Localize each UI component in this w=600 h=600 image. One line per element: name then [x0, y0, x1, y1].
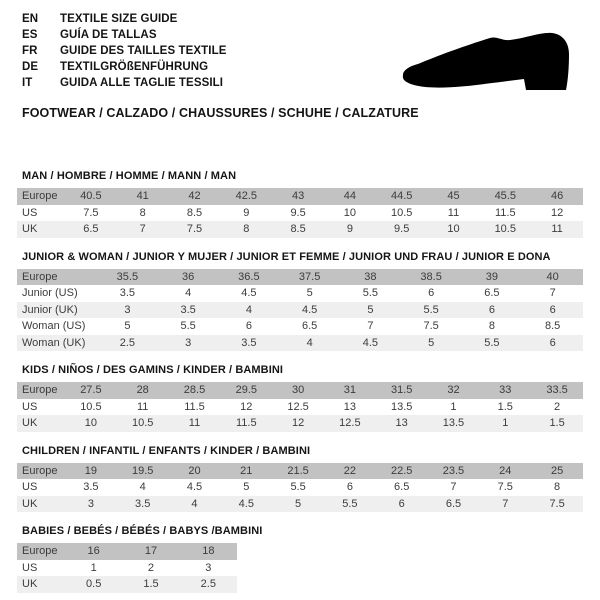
size-cell: 5	[243, 481, 250, 494]
size-cell: 7.5	[83, 206, 99, 219]
size-cell: 19	[84, 464, 98, 477]
size-cell: 1.5	[143, 578, 159, 591]
row-label: Europe	[22, 190, 58, 203]
size-cell: 6	[398, 497, 405, 510]
size-cell: 4	[306, 336, 313, 349]
size-cell: 9	[243, 206, 250, 219]
size-cell: 29.5	[235, 384, 257, 397]
size-cell: 7	[450, 481, 457, 494]
size-cell: 3.5	[119, 287, 136, 300]
size-cell: 41	[136, 190, 149, 203]
size-cell: 1	[450, 400, 457, 413]
table-row	[17, 543, 237, 560]
language-label: TEXTILGRÖßENFÜHRUNG	[60, 61, 209, 73]
size-cell: 37.5	[298, 270, 321, 283]
size-cell: 8.5	[544, 320, 561, 333]
size-cell: 4	[185, 287, 192, 300]
size-cell: 5	[295, 497, 302, 510]
size-cell: 5.5	[484, 336, 500, 349]
size-cell: 1.5	[497, 400, 513, 413]
size-cell: 2.5	[200, 578, 216, 591]
size-cell: 45.5	[494, 190, 516, 203]
size-section-junior	[17, 251, 583, 352]
row-label: US	[22, 400, 38, 413]
language-label: GUÍA DE TALLAS	[60, 29, 157, 41]
size-cell: 44	[343, 190, 356, 203]
size-cell: 4.5	[241, 287, 257, 300]
size-cell: 11.5	[184, 400, 205, 413]
table-row	[17, 205, 583, 222]
size-cell: 4.5	[186, 481, 203, 494]
row-label: US	[22, 206, 38, 219]
row-label: US	[22, 561, 38, 574]
table-title-junior: JUNIOR & WOMAN / JUNIOR Y MUJER / JUNIOR ET FEMME / JUNIOR UND FRAU / JUNIOR E DONA	[22, 250, 551, 263]
row-label: Europe	[22, 270, 58, 283]
size-cell: 7	[502, 497, 509, 510]
size-cell: 19.5	[131, 464, 154, 477]
size-cell: 13	[395, 417, 408, 430]
table-row	[17, 576, 237, 593]
category-heading: FOOTWEAR / CALZADO / CHAUSSURES / SCHUHE / CALZATURE	[22, 106, 419, 120]
size-cell: 7.5	[549, 497, 565, 510]
table-row	[17, 415, 583, 432]
size-cell: 5.5	[342, 497, 358, 510]
size-cell: 10.5	[494, 223, 516, 236]
size-cell: 4.5	[362, 336, 379, 349]
row-label: Junior (UK)	[22, 303, 78, 316]
size-cell: 5	[428, 336, 435, 349]
table-title-children: CHILDREN / INFANTIL / ENFANTS / KINDER / BAMBINI	[22, 444, 311, 457]
row-label: Woman (UK)	[22, 336, 86, 349]
table-row	[17, 560, 237, 577]
row-label: Europe	[22, 545, 58, 558]
size-cell: 43	[291, 190, 305, 203]
size-cell: 6	[346, 481, 353, 494]
size-cell: 22.5	[390, 464, 413, 477]
size-cell: 5	[367, 303, 374, 316]
row-label: Junior (US)	[22, 287, 78, 300]
size-cell: 3.5	[241, 336, 257, 349]
size-cell: 3	[124, 303, 131, 316]
row-label: UK	[22, 417, 38, 430]
size-cell: 27.5	[80, 384, 102, 397]
size-cell: 5.5	[290, 481, 306, 494]
table-row	[17, 399, 583, 416]
size-cell: 7	[549, 287, 556, 300]
size-cell: 8	[554, 481, 561, 494]
table-title-kids: KIDS / NIÑOS / DES GAMINS / KINDER / BAMBINI	[22, 364, 284, 376]
size-cell: 40	[546, 270, 559, 283]
size-table-babies	[17, 543, 237, 593]
size-cell: 11	[447, 206, 460, 219]
size-cell: 8	[139, 206, 146, 219]
size-cell: 32	[447, 384, 460, 397]
size-cell: 16	[87, 545, 100, 558]
size-cell: 31	[343, 384, 356, 397]
table-row	[17, 479, 583, 496]
table-row	[17, 382, 583, 399]
size-cell: 7	[367, 320, 374, 333]
size-cell: 12	[291, 417, 305, 430]
size-cell: 21.5	[287, 464, 309, 477]
size-cell: 9	[346, 223, 353, 236]
size-cell: 3	[205, 561, 212, 574]
row-label: Europe	[22, 384, 58, 397]
language-code: IT	[22, 77, 33, 89]
size-cell: 5.5	[362, 287, 379, 300]
size-cell: 25	[550, 464, 564, 477]
size-cell: 10.5	[80, 400, 102, 413]
size-cell: 9.5	[290, 206, 306, 219]
size-table-children	[17, 463, 583, 513]
language-code: FR	[22, 45, 38, 57]
table-row	[17, 463, 583, 480]
size-section-man	[17, 170, 583, 238]
size-cell: 40.5	[80, 190, 102, 203]
size-cell: 12	[240, 400, 253, 413]
size-cell: 10	[343, 206, 356, 219]
size-cell: 21	[240, 464, 253, 477]
size-cell: 38	[364, 270, 377, 283]
size-cell: 28.5	[183, 384, 206, 397]
size-cell: 33	[499, 384, 512, 397]
row-label: UK	[22, 223, 38, 236]
table-row	[17, 496, 583, 513]
size-cell: 7.5	[497, 481, 513, 494]
size-cell: 46	[550, 190, 564, 203]
size-cell: 5.5	[423, 303, 439, 316]
size-cell: 13.5	[442, 417, 465, 430]
size-cell: 4	[191, 497, 198, 510]
size-cell: 39	[485, 270, 498, 283]
size-cell: 6.5	[445, 497, 462, 510]
language-code: DE	[22, 61, 39, 73]
size-cell: 6	[549, 336, 556, 349]
size-table-kids	[17, 382, 583, 432]
size-cell: 10.5	[131, 417, 154, 430]
size-cell: 11.5	[235, 417, 257, 430]
size-cell: 38.5	[420, 270, 442, 283]
size-cell: 0.5	[86, 578, 102, 591]
size-section-children	[17, 445, 583, 513]
row-label: UK	[22, 497, 38, 510]
size-table-man	[17, 188, 583, 238]
size-cell: 3.5	[180, 303, 196, 316]
size-cell: 5	[124, 320, 131, 333]
size-cell: 22	[343, 464, 356, 477]
table-row	[17, 221, 583, 238]
language-label: TEXTILE SIZE GUIDE	[60, 13, 178, 25]
size-cell: 42	[188, 190, 201, 203]
size-cell: 42.5	[235, 190, 257, 203]
table-row	[17, 269, 583, 286]
size-cell: 3	[185, 336, 192, 349]
size-cell: 8	[243, 223, 250, 236]
size-cell: 8	[488, 320, 495, 333]
language-label: GUIDA ALLE TAGLIE TESSILI	[60, 77, 224, 89]
size-cell: 6	[428, 287, 435, 300]
size-cell: 6.5	[484, 287, 500, 300]
size-cell: 7.5	[423, 320, 439, 333]
table-row	[17, 188, 583, 205]
size-cell: 35.5	[116, 270, 139, 283]
size-cell: 3	[87, 497, 94, 510]
language-code: ES	[22, 29, 38, 41]
size-cell: 2.5	[119, 336, 136, 349]
size-cell: 7	[139, 223, 146, 236]
size-cell: 11	[188, 417, 201, 430]
size-cell: 2	[147, 561, 155, 574]
table-title-man: MAN / HOMBRE / HOMME / MANN / MAN	[22, 170, 237, 182]
size-cell: 8.5	[186, 206, 203, 219]
size-cell: 6.5	[83, 223, 99, 236]
row-label: Woman (US)	[22, 320, 86, 333]
size-cell: 13.5	[390, 400, 413, 413]
size-cell: 5	[306, 287, 313, 300]
size-cell: 12.5	[287, 400, 309, 413]
size-cell: 6.5	[394, 481, 410, 494]
size-cell: 8.5	[290, 223, 306, 236]
size-cell: 30	[291, 384, 305, 397]
size-cell: 4	[139, 481, 146, 494]
size-cell: 10	[447, 223, 460, 236]
size-cell: 2	[554, 400, 561, 413]
size-table-junior	[17, 269, 583, 352]
size-cell: 7.5	[186, 223, 203, 236]
table-row	[17, 285, 583, 302]
size-cell: 11.5	[494, 206, 516, 219]
size-cell: 6.5	[301, 320, 318, 333]
size-cell: 12.5	[339, 417, 361, 430]
size-cell: 10	[84, 417, 98, 430]
size-cell: 45	[447, 190, 460, 203]
size-cell: 6	[488, 303, 495, 316]
size-cell: 11	[551, 223, 563, 236]
size-section-kids	[17, 364, 583, 432]
size-cell: 44.5	[390, 190, 413, 203]
size-cell: 24	[499, 464, 512, 477]
size-cell: 4.5	[301, 303, 318, 316]
size-cell: 5.5	[180, 320, 196, 333]
size-cell: 17	[144, 545, 158, 558]
size-section-babies	[17, 525, 583, 593]
size-cell: 6	[245, 320, 252, 333]
size-cell: 18	[202, 545, 215, 558]
size-cell: 3.5	[83, 481, 99, 494]
size-cell: 10.5	[390, 206, 413, 219]
language-code: EN	[22, 13, 39, 25]
size-cell: 20	[188, 464, 201, 477]
size-cell: 12	[550, 206, 564, 219]
size-cell: 11	[136, 400, 149, 413]
table-row	[17, 302, 583, 319]
size-cell: 1	[502, 417, 509, 430]
table-title-babies: BABIES / BEBÉS / BÉBÉS / BABYS /BAMBINI	[22, 525, 263, 537]
language-label: GUIDE DES TAILLES TEXTILE	[60, 45, 227, 57]
table-row	[17, 335, 583, 352]
size-cell: 4.5	[238, 497, 254, 510]
row-label: UK	[22, 578, 38, 591]
table-row	[17, 318, 583, 335]
row-label: Europe	[22, 464, 58, 477]
size-cell: 31.5	[390, 384, 413, 397]
size-cell: 28	[136, 384, 149, 397]
size-cell: 23.5	[442, 464, 465, 477]
size-cell: 4	[245, 303, 252, 316]
size-cell: 9.5	[394, 223, 410, 236]
size-cell: 36.5	[238, 270, 260, 283]
size-cell: 36	[182, 270, 195, 283]
size-cell: 1.5	[549, 417, 565, 430]
row-label: US	[22, 481, 38, 494]
size-cell: 3.5	[135, 497, 151, 510]
size-cell: 6	[549, 303, 556, 316]
size-cell: 33.5	[546, 384, 568, 397]
size-tables-container	[17, 0, 583, 593]
size-cell: 1	[90, 561, 97, 574]
size-cell: 13	[343, 400, 356, 413]
